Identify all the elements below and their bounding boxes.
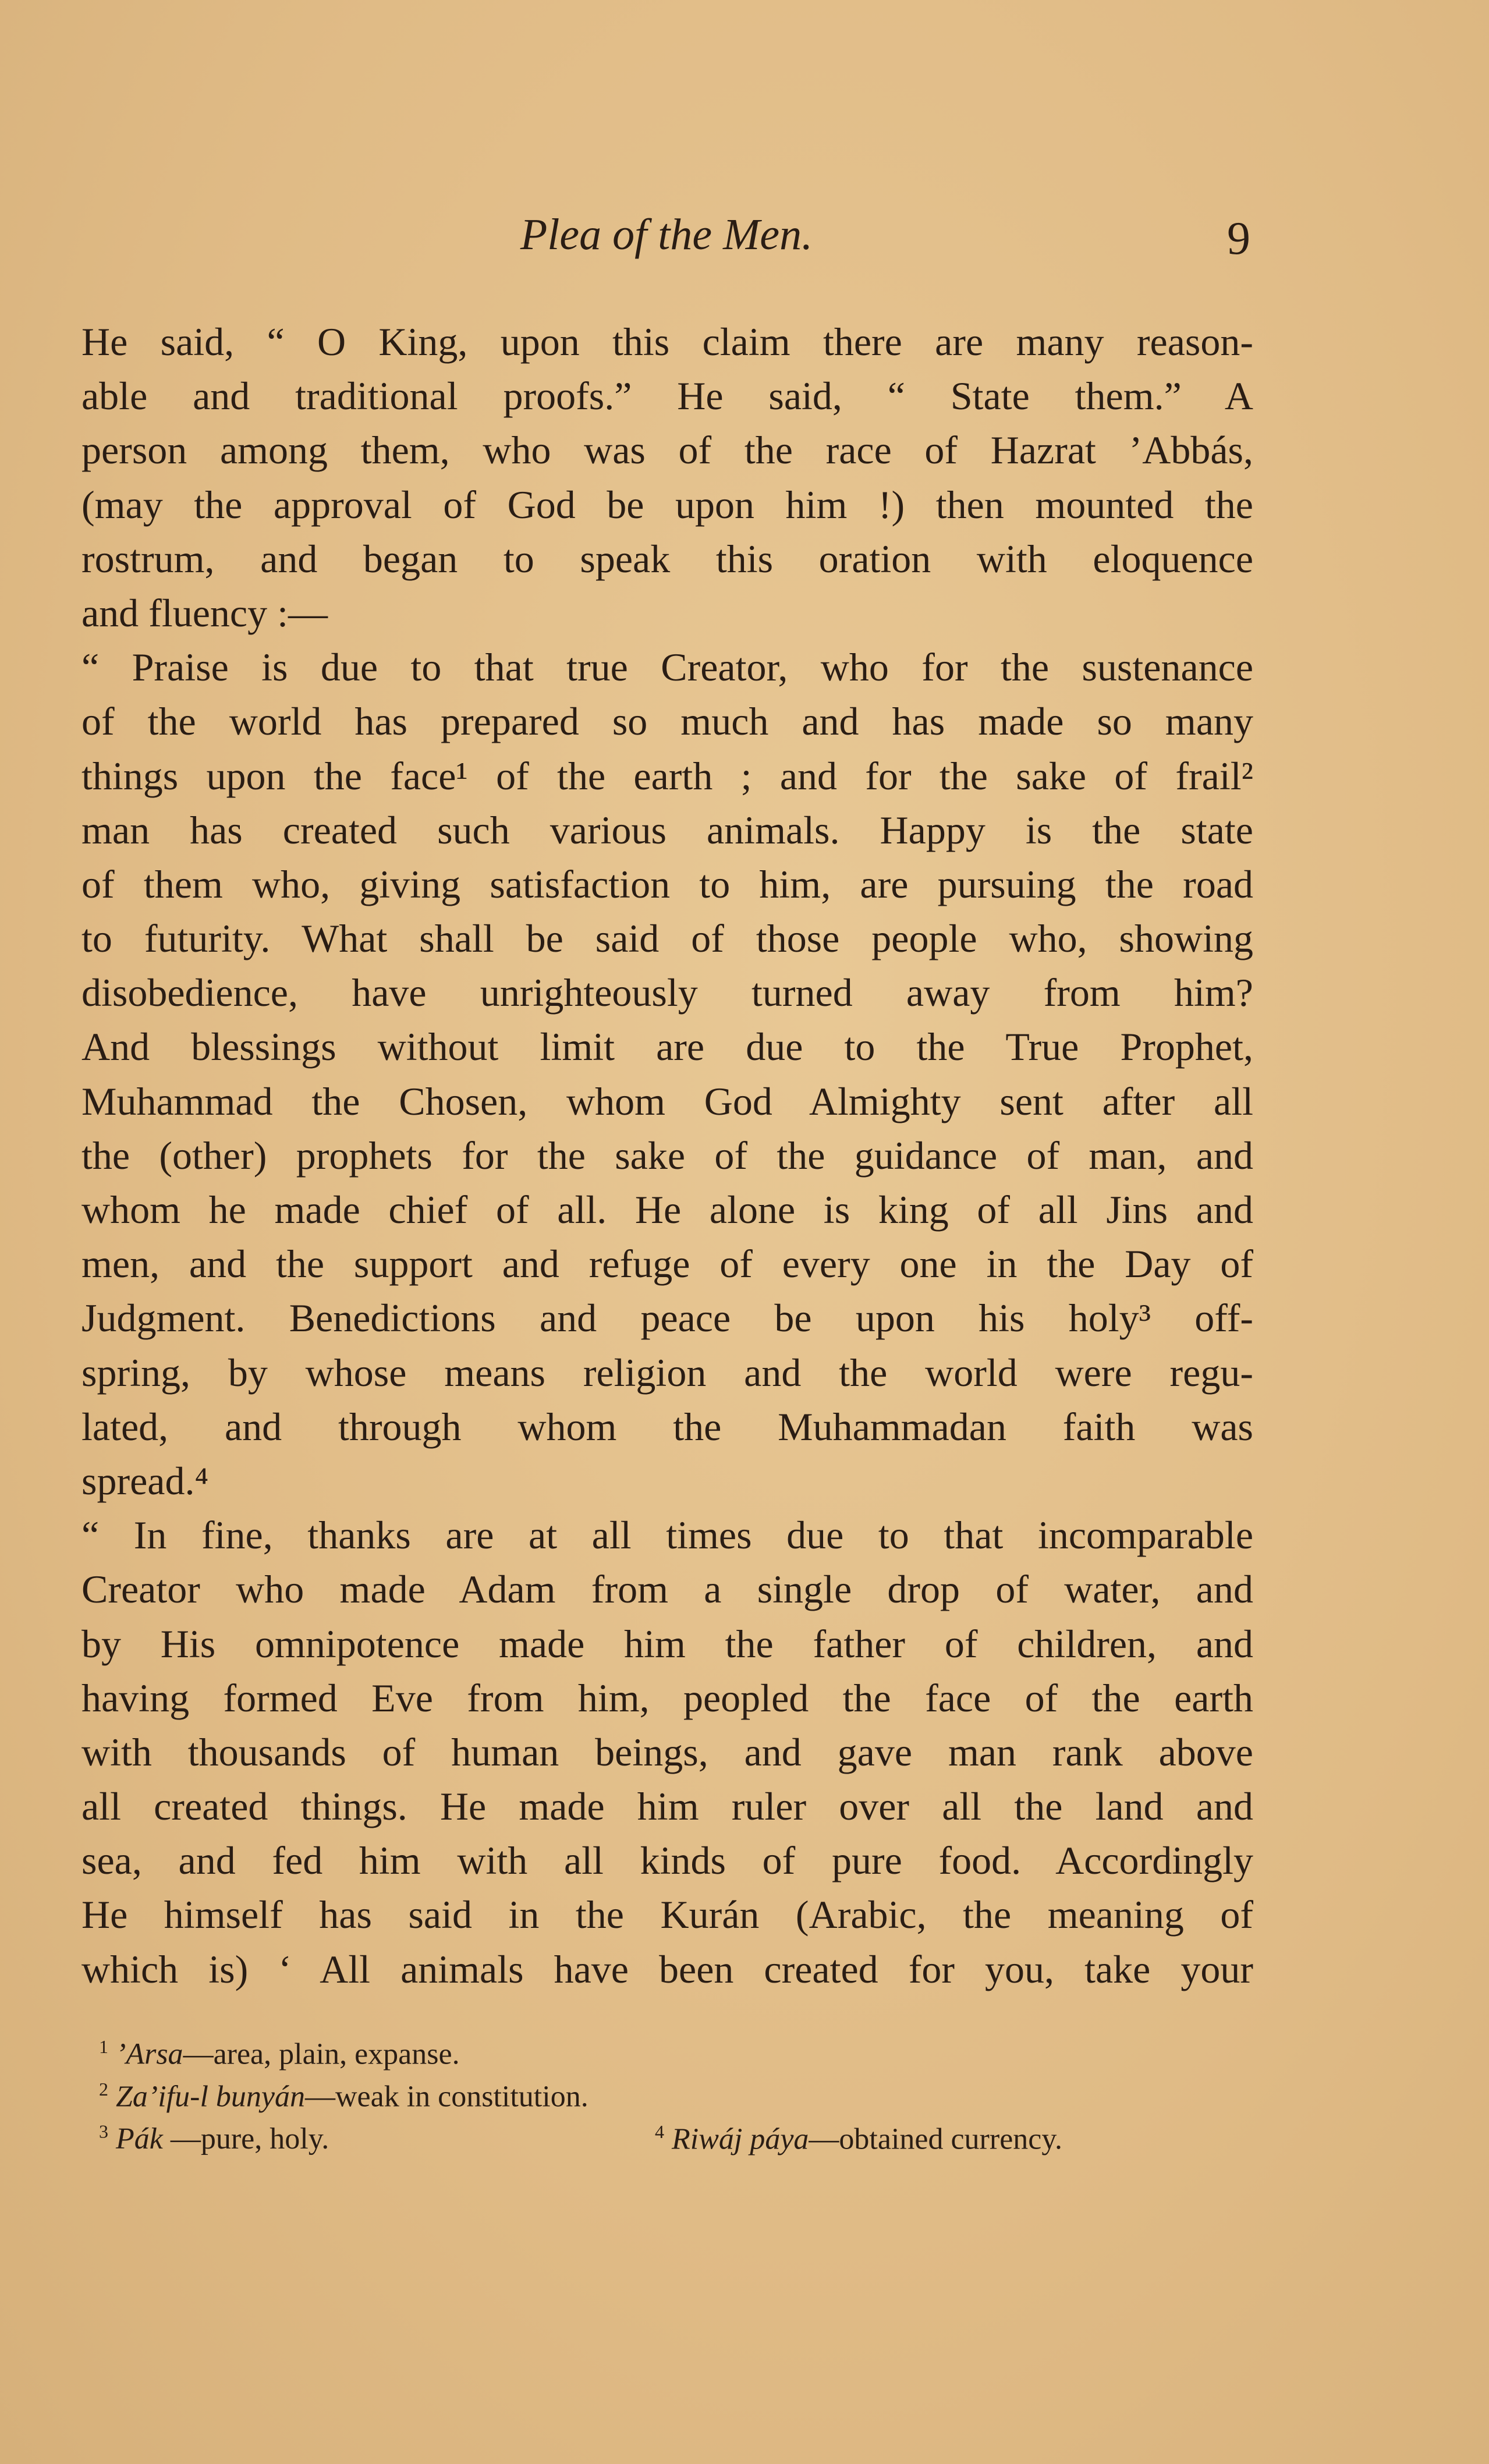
text-line: man has created such various animals. Happy is the state (81, 807, 1253, 852)
footnotes (99, 2026, 1263, 2156)
footnote-4 (655, 2111, 1062, 2160)
footnote-number: 3 (99, 2121, 108, 2142)
footnote-term: Pák (116, 2122, 163, 2156)
footnote-2 (99, 2068, 1263, 2114)
text-line: (may the approval of God be upon him !) then mounted the (81, 482, 1253, 527)
text-line: Creator who made Adam from a single drop of water, and (81, 1567, 1253, 1612)
text-line: “ In fine, thanks are at all times due to that incomparable (81, 1513, 1253, 1558)
footnote-row (99, 2111, 1263, 2156)
footnote-number: 2 (99, 2079, 108, 2100)
text-line: all created things. He made him ruler over all the land and (81, 1784, 1253, 1829)
text-line: spread.⁴ (81, 1458, 209, 1503)
text-line: with thousands of human beings, and gave man rank above (81, 1729, 1253, 1774)
footnote-definition: —area, plain, expanse. (183, 2037, 460, 2071)
footnote-definition: —pure, holy. (162, 2122, 329, 2156)
text-line: to futurity. What shall be said of those people who, showing (81, 916, 1253, 961)
footnote-3 (99, 2122, 329, 2155)
text-line: Judgment. Benedictions and peace be upon his holy³ off- (81, 1296, 1253, 1341)
text-line: Muhammad the Chosen, whom God Almighty sent after all (81, 1079, 1253, 1123)
footnote-1 (99, 2026, 1263, 2071)
text-line: by His omnipotence made him the father of children, and (81, 1621, 1253, 1666)
text-line: having formed Eve from him, peopled the face of the earth (81, 1675, 1253, 1720)
text-line: spring, by whose means religion and the world were regu- (81, 1350, 1253, 1395)
footnote-number: 4 (655, 2121, 664, 2142)
footnote-term: ’Arsa (116, 2037, 183, 2071)
text-line: And blessings without limit are due to the True Prophet, (81, 1024, 1253, 1069)
text-line: rostrum, and began to speak this oration with eloquence (81, 536, 1253, 581)
text-line: lated, and through whom the Muhammadan faith was (81, 1404, 1253, 1449)
text-line: person among them, who was of the race of Hazrat ’Abbás, (81, 428, 1253, 473)
page-number: 9 (1227, 213, 1250, 264)
text-line: He himself has said in the Kurán (Arabic, the meaning of (81, 1892, 1253, 1937)
body-text (81, 315, 1253, 1997)
footnote-number: 1 (99, 2036, 108, 2057)
text-line: the (other) prophets for the sake of the guidance of man, and (81, 1133, 1253, 1178)
text-line: and fluency :— (81, 590, 328, 635)
text-line: “ Praise is due to that true Creator, who for the sustenance (81, 645, 1253, 690)
running-header: Plea of the Men. (520, 210, 813, 259)
footnote-definition: —obtained currency. (809, 2122, 1062, 2156)
text-line: able and traditional proofs.” He said, “ State them.” A (81, 374, 1253, 419)
text-line: disobedience, have unrighteously turned away from him? (81, 970, 1253, 1015)
text-line: things upon the face¹ of the earth ; and for the sake of frail² (81, 753, 1253, 798)
text-line: He said, “ O King, upon this claim there are many reason- (81, 320, 1253, 364)
text-line: men, and the support and refuge of every one in the Day of (81, 1242, 1253, 1286)
footnote-term: Za’ifu-l bunyán (116, 2080, 305, 2114)
text-line: of them who, giving satisfaction to him, are pursuing the road (81, 861, 1253, 906)
text-line: sea, and fed him with all kinds of pure food. Accordingly (81, 1838, 1253, 1883)
footnote-definition: —weak in constitution. (304, 2080, 588, 2114)
text-line: which is) ‘ All animals have been created for you, take your (81, 1947, 1253, 1991)
text-line: of the world has prepared so much and has made so many (81, 699, 1253, 744)
footnote-term: Riwáj páya (672, 2122, 809, 2156)
text-line: whom he made chief of all. He alone is king of all Jins and (81, 1187, 1253, 1232)
